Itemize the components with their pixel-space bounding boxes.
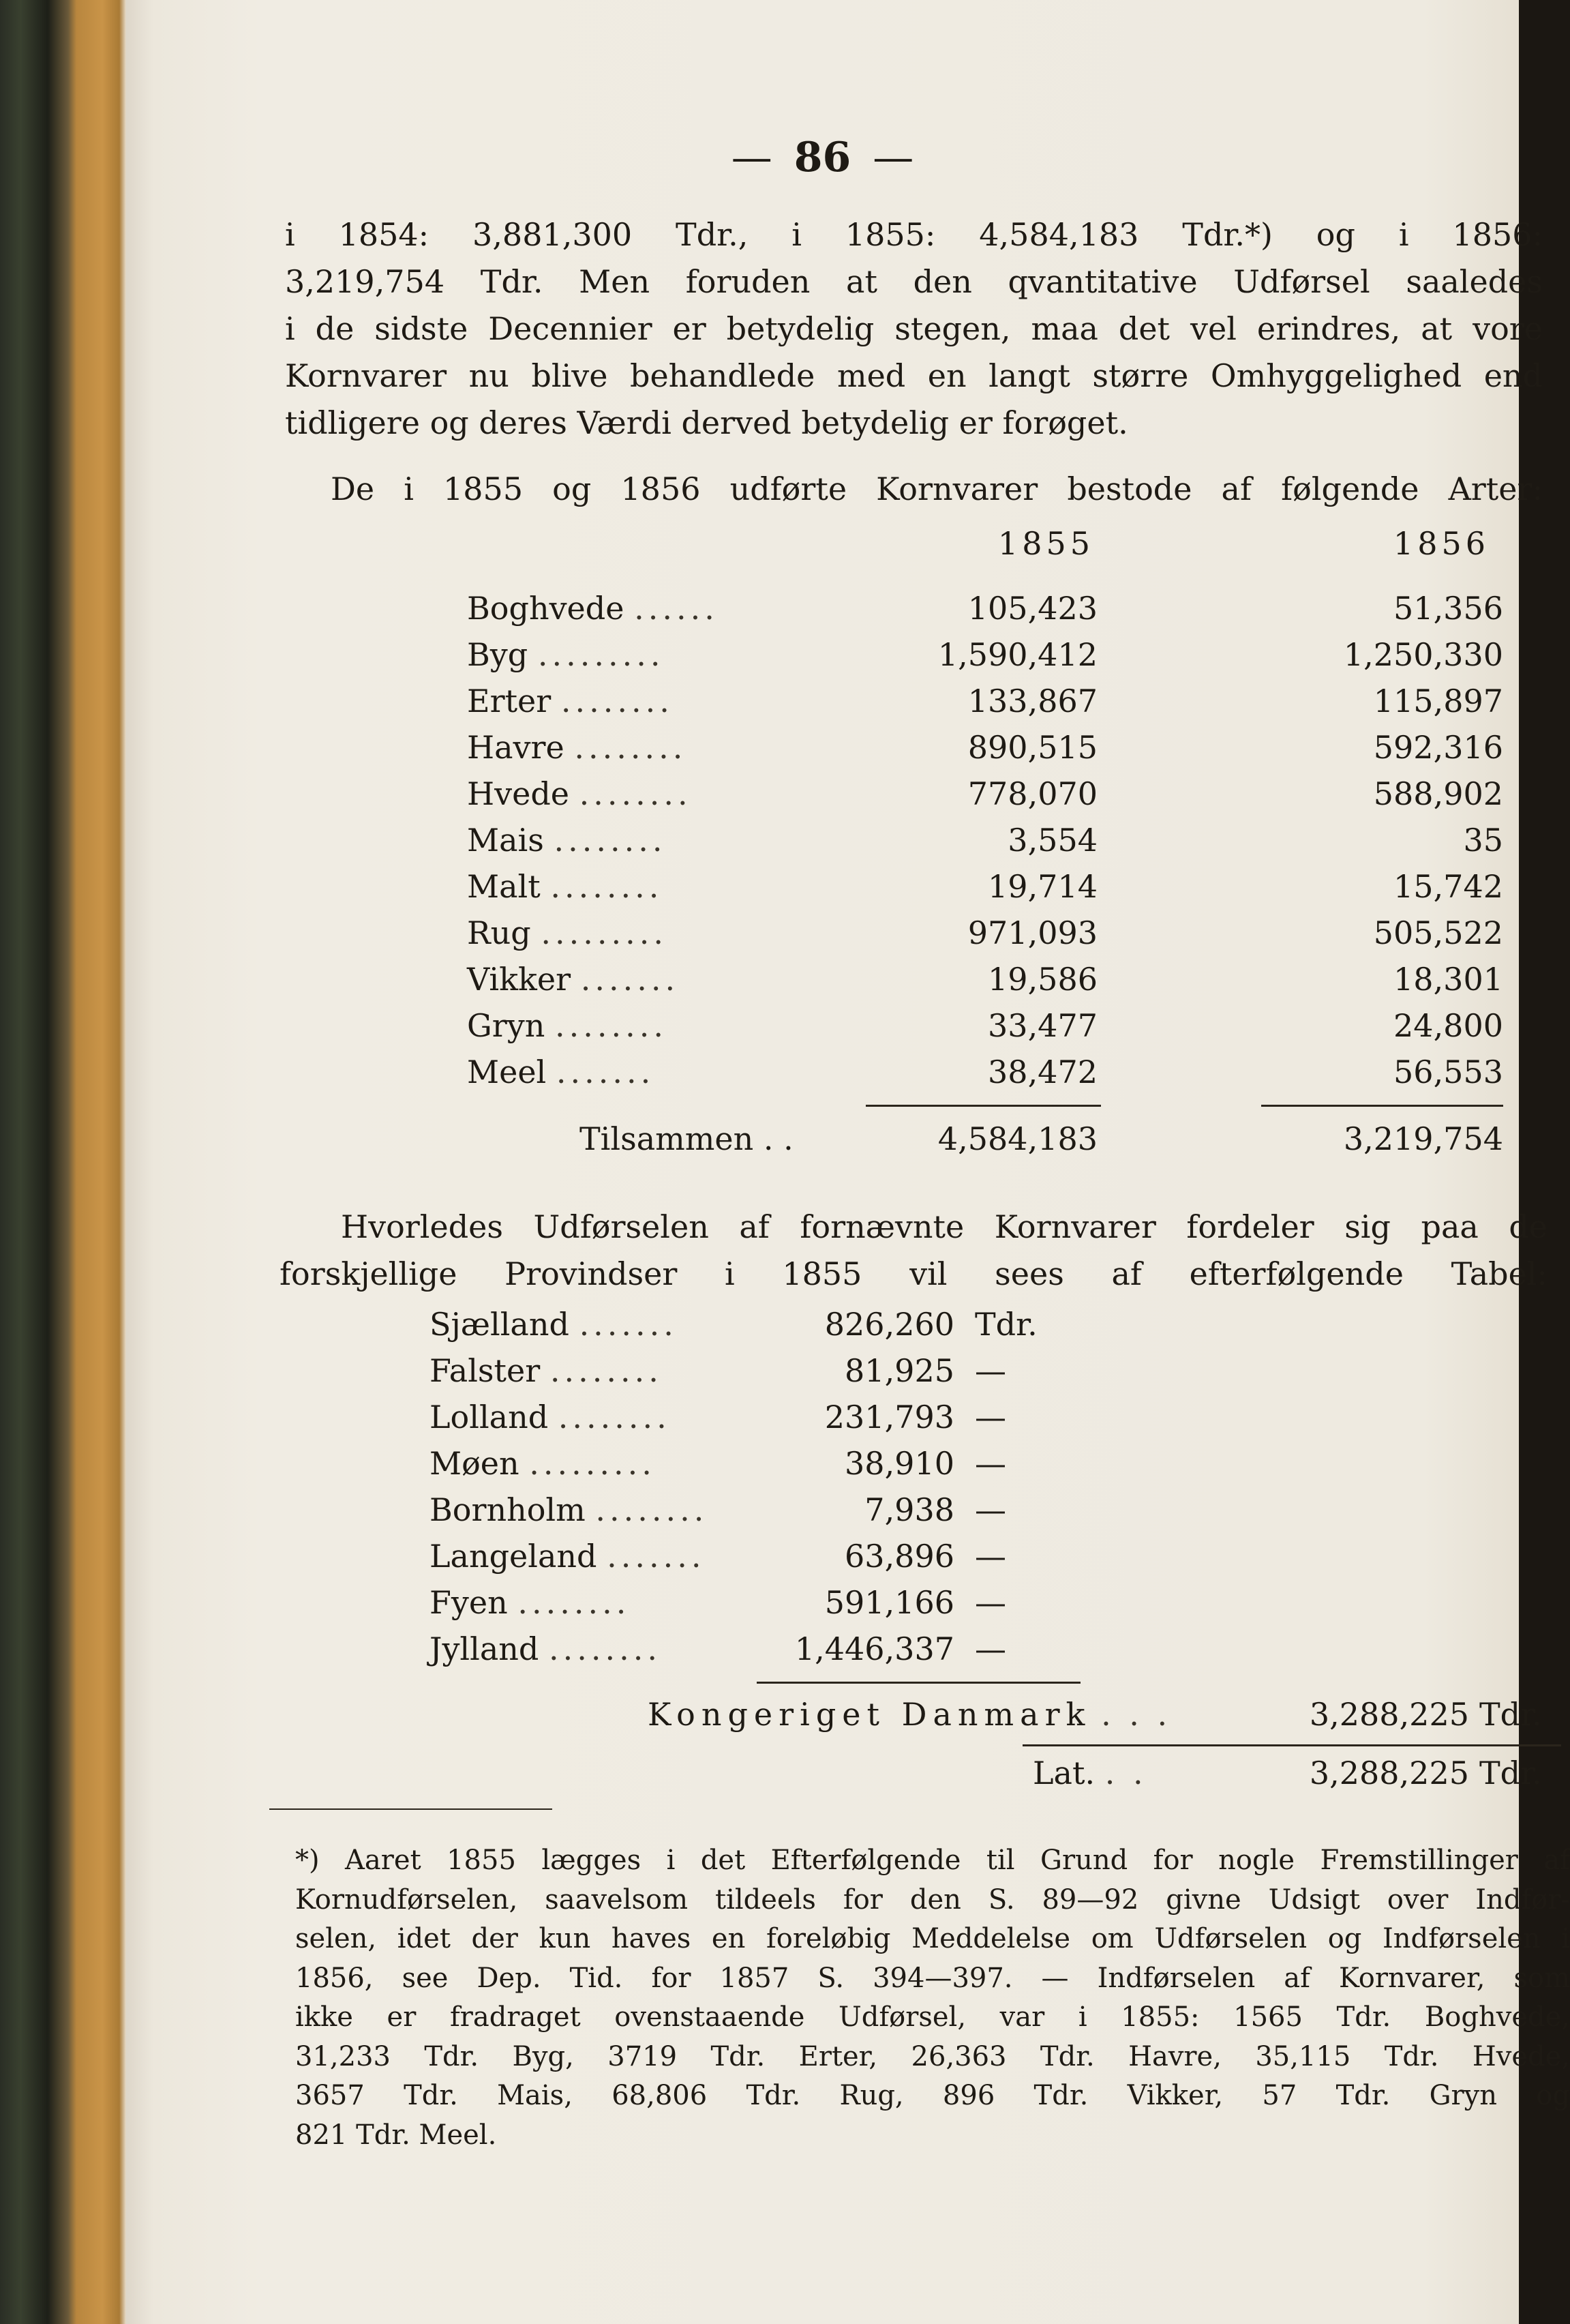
table2-row — [429, 1394, 1248, 1440]
intro-line: i 1854: 3,881,300 Tdr., i 1855: 4,584,183 Tdr.*) og i 1856: — [285, 216, 1543, 253]
table1-row — [467, 1002, 1503, 1049]
grain-name: Havre — [467, 729, 564, 766]
leader-dots: ........ — [560, 683, 674, 719]
mid-line: forskjellige Provindser i 1855 vil sees af efterfølgende Tabel: — [280, 1255, 1548, 1292]
kingdom-label: Kongeriget Danmark — [648, 1696, 1091, 1733]
leader-dots: ....... — [580, 961, 680, 998]
leader-dots: ...... — [634, 590, 719, 627]
province-name: Falster — [429, 1352, 541, 1389]
table1-row — [467, 724, 1503, 771]
province-value: 591,166 — [824, 1584, 954, 1621]
value-1856: 505,522 — [1373, 914, 1503, 951]
table2-row — [429, 1533, 1248, 1579]
province-value: 63,896 — [845, 1538, 954, 1575]
value-1856: 1,250,330 — [1343, 636, 1503, 673]
value-1856: 115,897 — [1373, 683, 1503, 719]
leader-dots: ......... — [529, 1445, 656, 1482]
intro-line: 3,219,754 Tdr. Men foruden at den qvantitative Udførsel saaledes — [285, 263, 1543, 300]
table1-row — [467, 910, 1503, 956]
mid-line: Hvorledes Udførselen af fornævnte Kornvarer fordeler sig paa de — [341, 1208, 1548, 1245]
table2-row — [429, 1440, 1248, 1487]
footnote-line: selen, idet der kun haves en foreløbig Meddelelse om Udførselen og Indførselen i — [295, 1923, 1570, 1954]
table1-row — [467, 631, 1503, 678]
value-1856: 24,800 — [1393, 1007, 1503, 1044]
value-1855: 971,093 — [967, 914, 1098, 951]
value-1855: 19,714 — [988, 868, 1098, 905]
province-name: Jylland — [429, 1630, 539, 1667]
footnote-line: ikke er fradraget ovenstaaende Udførsel, var i 1855: 1565 Tdr. Boghvede, — [295, 2001, 1570, 2033]
grain-name: Rug — [467, 914, 531, 951]
leader-dots: ....... — [579, 1306, 678, 1343]
province-unit: — — [975, 1399, 1006, 1435]
leader-dots: . . — [1104, 1755, 1147, 1791]
value-1856: 35 — [1463, 822, 1503, 859]
value-1856: 592,316 — [1373, 729, 1503, 766]
lat-label: Lat. — [1033, 1755, 1096, 1791]
value-1855: 38,472 — [988, 1054, 1098, 1090]
leader-dots: ........ — [595, 1491, 708, 1528]
table1-header-1856: 1856 — [1393, 525, 1490, 562]
intro-paragraph — [285, 211, 1543, 447]
value-1855: 133,867 — [967, 683, 1098, 719]
leader-dots: ........ — [550, 868, 663, 905]
province-unit: — — [975, 1445, 1006, 1482]
grain-name: Meel — [467, 1054, 547, 1090]
value-1855: 778,070 — [967, 775, 1098, 812]
table1-row — [467, 678, 1503, 724]
table1-row — [467, 817, 1503, 863]
value-1855: 33,477 — [988, 1007, 1098, 1044]
page-number: 86 — [794, 134, 851, 181]
value-1856: 15,742 — [1393, 868, 1503, 905]
value-1856: 51,356 — [1393, 590, 1503, 627]
leader-dots: ........ — [554, 822, 667, 859]
grain-name: Byg — [467, 636, 528, 673]
province-unit: — — [975, 1538, 1006, 1575]
table2-row — [429, 1579, 1248, 1626]
intro-line: tidligere og deres Værdi derved betydelig er forøget. — [285, 404, 1128, 441]
kingdom-total-row — [648, 1691, 1561, 1738]
table1-row — [467, 771, 1503, 817]
province-value: 81,925 — [845, 1352, 954, 1389]
province-name: Bornholm — [429, 1491, 586, 1528]
leader-dots: ........ — [554, 1007, 667, 1044]
footnote-line: 31,233 Tdr. Byg, 3719 Tdr. Erter, 26,363 Tdr. Havre, 35,115 Tdr. Hvede, — [295, 2040, 1570, 2072]
value-1856: 588,902 — [1373, 775, 1503, 812]
leader-dots: ......... — [537, 636, 665, 673]
leader-dots: . . . — [1101, 1696, 1172, 1733]
sum-rule-kingdom — [1023, 1744, 1561, 1746]
province-unit: — — [975, 1491, 1006, 1528]
leader-dots: ........ — [574, 729, 687, 766]
sum-rule-1855 — [866, 1105, 1101, 1107]
table2-row — [429, 1347, 1248, 1394]
book-page — [126, 0, 1570, 2324]
leader-dots: ........ — [558, 1399, 671, 1435]
table2-row — [429, 1301, 1248, 1347]
kingdom-unit: Tdr. — [1479, 1696, 1542, 1733]
book-binding-edge — [0, 0, 126, 2324]
grain-name: Gryn — [467, 1007, 545, 1044]
grain-name: Boghvede — [467, 590, 624, 627]
province-name: Sjælland — [429, 1306, 569, 1343]
leader-dots: ........ — [548, 1630, 661, 1667]
total-1856: 3,219,754 — [1343, 1120, 1503, 1157]
lat-value: 3,288,225 — [1309, 1755, 1469, 1791]
value-1855: 105,423 — [967, 590, 1098, 627]
value-1855: 3,554 — [1008, 822, 1098, 859]
table1-row — [467, 585, 1503, 631]
footnote-line: *) Aaret 1855 lægges i det Efterfølgende til Grund for nogle Fremstillinger af — [295, 1845, 1570, 1876]
mid-paragraph — [341, 1204, 1548, 1251]
footnote-line: 821 Tdr. Meel. — [295, 2119, 497, 2151]
province-unit: — — [975, 1352, 1006, 1389]
value-1855: 19,586 — [988, 961, 1098, 998]
grain-name: Hvede — [467, 775, 569, 812]
kingdom-value: 3,288,225 — [1309, 1696, 1469, 1733]
province-value: 231,793 — [824, 1399, 954, 1435]
province-value: 1,446,337 — [794, 1630, 954, 1667]
sum-rule-1856 — [1261, 1105, 1503, 1107]
table1-header-1855: 1855 — [997, 525, 1094, 562]
table2-row — [429, 1626, 1248, 1672]
leader-dots: ........ — [517, 1584, 631, 1621]
leader-dots: ......... — [541, 914, 667, 951]
page-number-header — [126, 134, 1519, 181]
leader-dots: ....... — [556, 1054, 655, 1090]
grain-name: Malt — [467, 868, 541, 905]
footnote-line: Kornudførselen, saavelsom tildeels for den S. 89—92 givne Udsigt over Indfør- — [295, 1883, 1570, 1916]
leader-dots: ........ — [549, 1352, 663, 1389]
leader-dots: ........ — [579, 775, 692, 812]
footnote-line: 1856, see Dep. Tid. for 1857 S. 394—397. — Indførselen af Kornvarer, som — [295, 1962, 1570, 1994]
intro-line: De i 1855 og 1856 udførte Kornvarer bestode af følgende Arter: — [331, 471, 1543, 507]
sum-rule-provinces — [757, 1682, 1081, 1684]
province-unit: — — [975, 1630, 1006, 1667]
table1-row — [467, 1049, 1503, 1095]
mid-paragraph-cont — [280, 1251, 1548, 1298]
table1-row — [467, 956, 1503, 1002]
total-label: Tilsammen . . — [579, 1120, 794, 1157]
grain-name: Mais — [467, 822, 544, 859]
leader-dots: ....... — [607, 1538, 706, 1575]
value-1855: 890,515 — [967, 729, 1098, 766]
province-name: Fyen — [429, 1584, 508, 1621]
value-1855: 1,590,412 — [937, 636, 1098, 673]
total-1855: 4,584,183 — [937, 1120, 1098, 1157]
lat-row — [1033, 1750, 1561, 1796]
value-1856: 18,301 — [1393, 961, 1503, 998]
intro-line: Kornvarer nu blive behandlede med en langt større Omhyggelighed end — [285, 357, 1543, 394]
table1-total-row — [579, 1116, 1503, 1162]
footnote-separator — [269, 1808, 552, 1810]
intro-last-paragraph — [331, 466, 1543, 513]
page-number-dash-right: — — [873, 134, 914, 181]
province-name: Lolland — [429, 1399, 549, 1435]
grain-name: Vikker — [467, 961, 571, 998]
footnote-line: 3657 Tdr. Mais, 68,806 Tdr. Rug, 896 Tdr. Vikker, 57 Tdr. Gryn og — [295, 2080, 1570, 2111]
intro-line: i de sidste Decennier er betydelig stegen, maa det vel erindres, at vore — [285, 310, 1543, 347]
province-unit: Tdr. — [975, 1306, 1038, 1343]
province-value: 7,938 — [864, 1491, 954, 1528]
table2-row — [429, 1487, 1248, 1533]
province-value: 38,910 — [845, 1445, 954, 1482]
value-1856: 56,553 — [1393, 1054, 1503, 1090]
province-name: Møen — [429, 1445, 519, 1482]
grain-name: Erter — [467, 683, 552, 719]
table1-row — [467, 863, 1503, 910]
province-value: 826,260 — [824, 1306, 954, 1343]
lat-unit: Tdr. — [1479, 1755, 1542, 1791]
province-name: Langeland — [429, 1538, 597, 1575]
province-unit: — — [975, 1584, 1006, 1621]
page-number-dash-left: — — [731, 134, 772, 181]
footnote — [295, 1841, 1570, 2155]
